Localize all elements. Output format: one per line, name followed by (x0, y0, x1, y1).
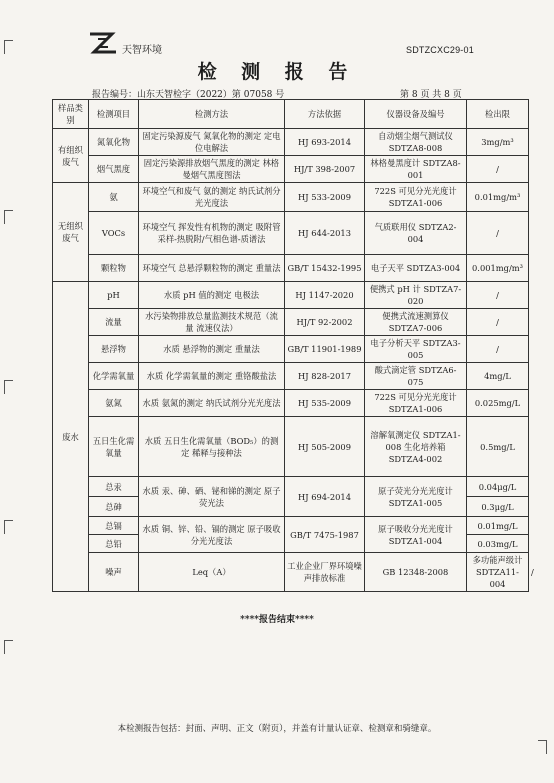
basis-cell: HJ 535-2009 (285, 390, 365, 417)
basis-cell: HJ 694-2014 (285, 477, 365, 517)
instrument-cell: 原子荧光分光光度计 SDTZA1-005 (365, 477, 467, 517)
method-cell: 水质 铜、锌、铅、镉的测定 原子吸收分光光度法 (139, 517, 285, 553)
table-row (53, 183, 529, 212)
basis-cell: HJ/T 92-2002 (285, 309, 365, 336)
item-cell: 流量 (89, 309, 139, 336)
binding-mark (538, 740, 547, 754)
category-cell: 无组织废气 (53, 183, 89, 282)
basis-cell: GB/T 15432-1995 (285, 255, 365, 282)
item-cell: 氨氮 (89, 390, 139, 417)
table-row (53, 129, 529, 156)
method-cell: 环境空气和废气 氨的测定 纳氏试剂分光光度法 (139, 183, 285, 212)
binding-mark (4, 40, 13, 54)
test-methods-table (52, 99, 534, 592)
table-row (53, 336, 529, 363)
column-header: 方法依据 (285, 100, 365, 129)
column-header: 检出限 (467, 100, 529, 129)
item-cell: pH (89, 282, 139, 309)
table-row (53, 390, 529, 417)
binding-mark (4, 520, 13, 534)
limit-cell: / (467, 282, 529, 309)
column-header: 仪器设备及编号 (365, 100, 467, 129)
company-name: 天智环境 (122, 45, 162, 56)
category-cell: 噪声 (89, 553, 139, 592)
method-cell: 水质 pH 值的测定 电极法 (139, 282, 285, 309)
method-cell: 水质 汞、砷、硒、铋和锑的测定 原子荧光法 (139, 477, 285, 517)
page-number: 第 8 页 共 8 页 (400, 90, 462, 100)
method-cell: 水污染物排放总量监测技术规范（流量 流速仪法） (139, 309, 285, 336)
method-cell: 环境空气 总悬浮颗粒物的测定 重量法 (139, 255, 285, 282)
instrument-cell: 便携式流速测算仪 SDTZA7-006 (365, 309, 467, 336)
instrument-cell: 722S 可见分光光度计 SDTZA1-006 (365, 183, 467, 212)
limit-cell: 3mg/m³ (467, 129, 529, 156)
instrument-cell: 溶解氧测定仪 SDTZA1-008 生化培养箱 SDTZA4-002 (365, 417, 467, 477)
item-cell: Leq（A） (139, 553, 285, 592)
instrument-cell: 自动烟尘烟气测试仪 SDTZA8-008 (365, 129, 467, 156)
table-row (53, 212, 529, 255)
item-cell: 总汞 (89, 477, 139, 497)
report-footnote: 本检测报告包括：封面、声明、正文（附页），并盖有计量认证章、检测章和骑缝章。 (117, 724, 437, 734)
limit-cell: 0.01mg/L (467, 517, 529, 535)
basis-cell: GB/T 7475-1987 (285, 517, 365, 553)
limit-cell: / (467, 212, 529, 255)
item-cell: 氨 (89, 183, 139, 212)
limit-cell: 0.04μg/L (467, 477, 529, 497)
table-row (53, 255, 529, 282)
limit-cell: 0.001mg/m³ (467, 255, 529, 282)
limit-cell: / (467, 309, 529, 336)
table-row (53, 517, 529, 535)
basis-cell: HJ/T 398-2007 (285, 156, 365, 183)
binding-mark (4, 640, 13, 654)
basis-cell: GB 12348-2008 (365, 553, 467, 592)
page-title: 检 测 报 告 (197, 61, 357, 83)
column-header: 样品类别 (53, 100, 89, 129)
item-cell: 五日生化需氧量 (89, 417, 139, 477)
limit-cell: / (467, 156, 529, 183)
document-code: SDTZCXC29-01 (406, 45, 474, 55)
item-cell: 颗粒物 (89, 255, 139, 282)
item-cell: 总镉 (89, 517, 139, 535)
item-cell: 化学需氧量 (89, 363, 139, 390)
method-cell: 固定污染源排放烟气黑度的测定 林格曼烟气黑度图法 (139, 156, 285, 183)
table-header-row (53, 100, 529, 129)
instrument-cell: 多功能声级计 SDTZA11-004 (467, 553, 529, 592)
item-cell: 总砷 (89, 497, 139, 517)
basis-cell: HJ 693-2014 (285, 129, 365, 156)
limit-cell: 0.01mg/m³ (467, 183, 529, 212)
limit-cell: 0.025mg/L (467, 390, 529, 417)
binding-mark (4, 210, 13, 224)
instrument-cell: 722S 可见分光光度计 SDTZA1-006 (365, 390, 467, 417)
instrument-cell: 气质联用仪 SDTZA2-004 (365, 212, 467, 255)
report-number: 报告编号：山东天智检字（2022）第 07058 号 (92, 90, 285, 100)
method-cell: 环境空气 挥发性有机物的测定 吸附管采样-热脱附/气相色谱-质谱法 (139, 212, 285, 255)
limit-cell: 0.5mg/L (467, 417, 529, 477)
instrument-cell: 原子吸收分光光度计 SDTZA1-004 (365, 517, 467, 553)
table-row (53, 156, 529, 183)
basis-cell: HJ 533-2009 (285, 183, 365, 212)
item-cell: 氮氧化物 (89, 129, 139, 156)
basis-cell: HJ 644-2013 (285, 212, 365, 255)
table-row (53, 417, 529, 477)
category-cell: 有组织废气 (53, 129, 89, 183)
limit-cell: 0.3μg/L (467, 497, 529, 517)
table-row (53, 363, 529, 390)
method-cell: 水质 化学需氧量的测定 重铬酸盐法 (139, 363, 285, 390)
method-cell: 工业企业厂界环境噪声排放标准 (285, 553, 365, 592)
method-cell: 水质 悬浮物的测定 重量法 (139, 336, 285, 363)
table-row (53, 477, 529, 497)
instrument-cell: 电子分析天平 SDTZA3-005 (365, 336, 467, 363)
table-row (53, 309, 529, 336)
basis-cell: HJ 1147-2020 (285, 282, 365, 309)
item-cell: 烟气黑度 (89, 156, 139, 183)
binding-mark (4, 380, 13, 394)
instrument-cell: 电子天平 SDTZA3-004 (365, 255, 467, 282)
limit-cell: / (467, 336, 529, 363)
company-logo-icon (86, 30, 120, 58)
item-cell: 悬浮物 (89, 336, 139, 363)
item-cell: 总铅 (89, 535, 139, 553)
limit-cell: 4mg/L (467, 363, 529, 390)
instrument-cell: 便携式 pH 计 SDTZA7-020 (365, 282, 467, 309)
column-header: 检测方法 (139, 100, 285, 129)
basis-cell: HJ 828-2017 (285, 363, 365, 390)
item-cell: VOCs (89, 212, 139, 255)
limit-cell: 0.03mg/L (467, 535, 529, 553)
method-cell: 水质 五日生化需氧量（BOD₅）的测定 稀释与接种法 (139, 417, 285, 477)
basis-cell: GB/T 11901-1989 (285, 336, 365, 363)
report-end-mark: ****报告结束**** (240, 615, 314, 625)
instrument-cell: 林格曼黑度计 SDTZA8-001 (365, 156, 467, 183)
method-cell: 水质 氨氮的测定 纳氏试剂分光光度法 (139, 390, 285, 417)
table-row: 噪声 Leq（A） 工业企业厂界环境噪声排放标准 GB 12348-2008 多功能声级计 SDTZA11-004 / (53, 553, 529, 592)
category-cell: 废水 (53, 282, 89, 592)
method-cell: 固定污染源废气 氮氧化物的测定 定电位电解法 (139, 129, 285, 156)
instrument-cell: 酸式滴定管 SDTZA6-075 (365, 363, 467, 390)
table-row (53, 282, 529, 309)
column-header: 检测项目 (89, 100, 139, 129)
basis-cell: HJ 505-2009 (285, 417, 365, 477)
